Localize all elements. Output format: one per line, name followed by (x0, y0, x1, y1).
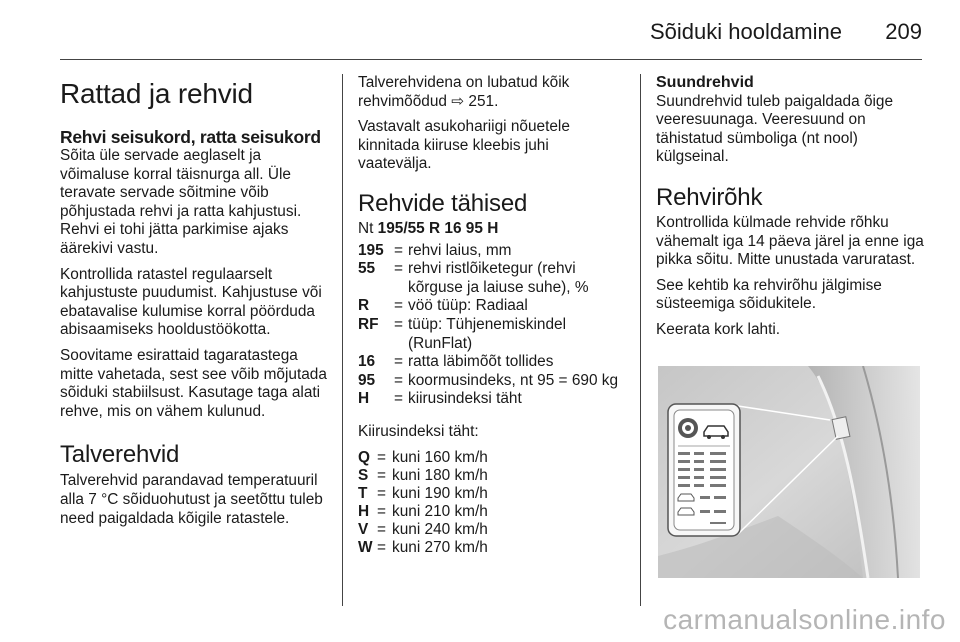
tyre-pressure-label-icon (658, 366, 920, 578)
list-item: H = kiirusindeksi täht (358, 390, 522, 408)
page-header (60, 0, 922, 60)
subheading-tyre-condition: Rehvi seisukord, ratta seisukord (60, 127, 321, 147)
column-1 (60, 74, 328, 535)
tyre-pressure-label-illustration (658, 366, 920, 578)
example-code: 195/55 R 16 95 H (377, 219, 499, 237)
paragraph: See kehtib ka rehvirõhu jälgimise süsteemiga sõidukitele. (656, 276, 882, 313)
list-item: R = vöö tüüp: Radiaal (358, 297, 528, 315)
watermark: carmanualsonline.info (663, 604, 946, 635)
speed-index-label: Kiirusindeksi täht: (358, 422, 479, 440)
column-3 (656, 74, 924, 347)
section-heading-tyre-pressure: Rehvirõhk (656, 183, 763, 211)
list-item: Q = kuni 160 km/h (358, 448, 488, 466)
paragraph: Talverehvidena on lubatud kõik rehvimõõdud ⇨ 251. (358, 74, 570, 110)
list-item: V = kuni 240 km/h (358, 520, 488, 538)
subheading-directional-tyres: Suundrehvid (656, 74, 754, 91)
list-item: RF = tüüp: Tühjenemiskindel (RunFlat) (358, 315, 566, 352)
paragraph: Keerata kork lahti. (656, 320, 781, 338)
paragraph: Suundrehvid tuleb paigaldada õige veeresuunaga. Veeresuund on tähistatud sümboliga (nt nool) külgseinal. (656, 92, 894, 166)
designation-list (358, 242, 626, 409)
column-divider-1 (342, 74, 343, 606)
paragraph: Soovitame esirattaid tagaratastega mitte vahetada, sest see võib mõjutada sõiduki stabiilsust. Kasutage taga alati rehve, mis on vähem kulunud. (60, 346, 327, 420)
paragraph: Talverehvid parandavad temperatuuril alla 7 °C sõiduohutust ja seetõttu tuleb need paigaldada kõigile ratastele. (60, 472, 323, 527)
section-heading-tyre-designations: Rehvide tähised (358, 189, 528, 217)
column-2 (358, 74, 626, 565)
list-item: 16 = ratta läbimõõt tollides (358, 353, 554, 371)
paragraph: Sõita üle servade aeglaselt ja võimaluse korral täisnurga all. Üle teravate servade sõitmine võib põhjustada rehvi ja ratta kahjustusi. Rehvi ei tohi jätta parkimise ajaks äärekivi vastu. (60, 147, 302, 257)
list-item: H = kuni 210 km/h (358, 502, 488, 520)
list-item: 55 = rehvi ristlõiketegur (rehvi kõrguse ja laiuse suhe), % (358, 260, 589, 296)
page-number: 209 (885, 19, 922, 44)
section-heading-wheels-tyres: Rattad ja rehvid (60, 78, 253, 109)
list-item: 195 = rehvi laius, mm (358, 241, 512, 259)
speed-index-list (358, 449, 626, 557)
list-item: W = kuni 270 km/h (358, 538, 488, 556)
example-prefix: Nt (358, 219, 378, 237)
paragraph: Kontrollida ratastel regulaarselt kahjustuste puudumist. Kahjustuse või ebatavalise kulumise korral pöörduda abisaamiseks hooldustöökotta. (60, 265, 322, 339)
designation-example (358, 220, 626, 239)
list-item: T = kuni 190 km/h (358, 484, 488, 502)
header-title: Sõiduki hooldamine (649, 19, 842, 44)
paragraph: Kontrollida külmade rehvide rõhku vähemalt iga 14 päeva järel ja enne iga pikka sõitu. Mitte unustada varuratast. (656, 213, 924, 269)
list-item: S = kuni 180 km/h (358, 466, 488, 484)
list-item: 95 = koormusindeks, nt 95 = 690 kg (358, 371, 619, 389)
section-heading-winter-tyres: Talverehvid (60, 441, 180, 469)
paragraph: Vastavalt asukohariigi nõuetele kinnitada kiiruse kleebis juhi vaatevälja. (358, 118, 570, 173)
column-divider-2 (640, 74, 641, 606)
